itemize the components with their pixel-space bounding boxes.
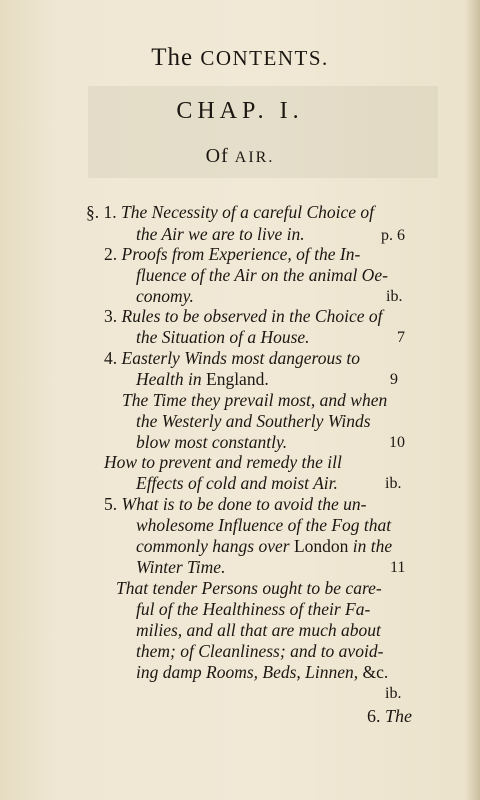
entry-text-roman: London <box>293 536 349 556</box>
entry-line <box>136 327 310 347</box>
entry-text: the Air we are to live in. <box>136 224 305 244</box>
entry-text: the Situation of a House. <box>136 327 310 347</box>
entry-text: in the <box>348 536 393 556</box>
entry-text-roman: England. <box>206 369 269 389</box>
section-number: 5. <box>104 494 122 514</box>
entry-line <box>104 244 360 264</box>
entry-line <box>116 578 382 598</box>
chapter-subtitle-word: AIR. <box>234 149 275 166</box>
catchword <box>367 706 412 727</box>
entry-line <box>136 369 269 389</box>
entry-line <box>136 411 371 431</box>
entry-text: Proofs from Experience, of the In- <box>121 244 361 264</box>
entry-text: wholesome Influence of the Fog that <box>136 515 392 535</box>
entry-line <box>136 599 370 619</box>
entry-text: Effects of cold and moist Air. <box>136 473 338 493</box>
header-title: CONTENTS. <box>200 46 329 70</box>
entry-line <box>136 620 381 640</box>
page-reference: ib. <box>385 685 402 702</box>
chapter-heading: CHAP. I. <box>176 98 304 124</box>
catchword-number: 6. <box>367 706 385 726</box>
entry-text: them; of Cleanliness; and to avoid- <box>136 641 384 661</box>
entry-line <box>136 557 225 577</box>
entry-line <box>104 348 360 368</box>
catchword-text: The <box>385 706 412 726</box>
page-reference: p. 6 <box>381 227 405 244</box>
entry-line <box>136 641 383 661</box>
entry-text: ing damp Rooms, Beds, Linnen, <box>136 662 363 682</box>
entry-line <box>136 432 287 452</box>
page-reference: 7 <box>397 329 405 346</box>
entry-text: Easterly Winds most dangerous to <box>121 348 361 368</box>
entry-text: Winter Time. <box>136 557 226 577</box>
page-reference: 11 <box>390 559 406 576</box>
chapter-subtitle-of: Of <box>205 145 235 167</box>
entry-line <box>122 390 387 410</box>
page-reference: ib. <box>386 288 403 305</box>
entry-line <box>104 452 342 472</box>
section-number: 4. <box>104 348 122 368</box>
entry-line <box>136 536 392 556</box>
page-reference: ib. <box>385 475 402 492</box>
entry-text: milies, and all that are much about <box>136 620 381 640</box>
entry-text: fluence of the Air on the animal Oe- <box>136 265 388 285</box>
entry-line <box>136 515 391 535</box>
entry-line <box>104 306 382 326</box>
entry-line <box>104 494 366 514</box>
entry-text: What is to be done to avoid the un- <box>121 494 367 514</box>
entry-line <box>86 202 374 222</box>
entry-line <box>136 286 194 306</box>
entry-text: the Westerly and Southerly Winds <box>136 411 371 431</box>
entry-text-roman: &c. <box>362 662 389 682</box>
entry-text: The Necessity of a careful Choice of <box>121 202 375 222</box>
entry-text: That tender Persons ought to be care- <box>116 578 382 598</box>
entry-text: conomy. <box>136 286 194 306</box>
header-prefix: The <box>151 44 201 71</box>
section-number: §. 1. <box>86 202 121 222</box>
entry-line <box>136 662 388 682</box>
page-reference: 10 <box>389 434 405 451</box>
entry-text: Rules to be observed in the Choice of <box>121 306 383 326</box>
entry-line <box>136 265 388 285</box>
section-number: 3. <box>104 306 122 326</box>
entry-line <box>136 473 338 493</box>
entry-text: commonly hangs over <box>136 536 294 556</box>
entry-text: The Time they prevail most, and when <box>122 390 388 410</box>
entry-line <box>136 224 305 244</box>
entry-text: Health in <box>136 369 206 389</box>
entry-text: How to prevent and remedy the ill <box>104 452 342 472</box>
section-number: 2. <box>104 244 122 264</box>
entry-text: blow most constantly. <box>136 432 288 452</box>
entry-text: ful of the Healthiness of their Fa- <box>136 599 371 619</box>
page-reference: 9 <box>390 371 398 388</box>
